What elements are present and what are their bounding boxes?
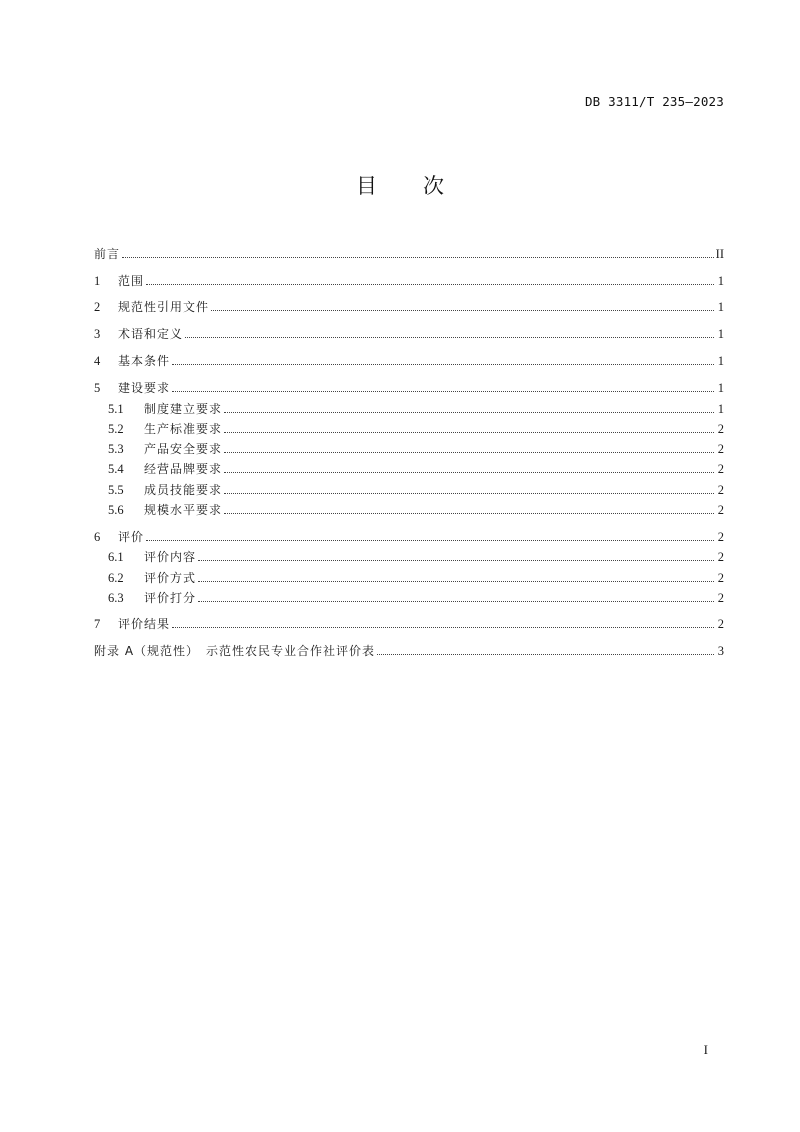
- dot-leader: [172, 626, 714, 628]
- toc-entry-label[interactable]: 评价打分: [144, 591, 197, 605]
- toc-entry[interactable]: [108, 547, 724, 565]
- dot-leader: [172, 363, 714, 365]
- toc-entry-page[interactable]: 2: [717, 617, 724, 631]
- toc-entry[interactable]: [108, 568, 724, 586]
- toc-entry-label[interactable]: 规模水平要求: [144, 503, 223, 517]
- toc-entry-label[interactable]: 规范性引用文件: [118, 300, 210, 314]
- dot-leader: [224, 411, 714, 413]
- toc-entry-number: 6.2: [108, 571, 124, 585]
- toc-title-char-1: 目: [356, 174, 377, 198]
- toc-entry-label[interactable]: 范围: [118, 274, 145, 288]
- toc-entry-number: 5: [94, 381, 101, 395]
- toc-entry-number: 5.3: [108, 442, 124, 456]
- toc-entry-page[interactable]: 1: [717, 381, 724, 395]
- toc-entry-label[interactable]: 前言: [94, 247, 121, 261]
- toc-entry[interactable]: [108, 500, 724, 518]
- dot-leader: [377, 653, 714, 655]
- toc-entry-page[interactable]: 2: [717, 503, 724, 517]
- toc-entry-page[interactable]: 2: [717, 442, 724, 456]
- dot-leader: [211, 309, 714, 311]
- toc-entry[interactable]: [94, 271, 724, 289]
- toc-entry-number: 5.6: [108, 503, 124, 517]
- toc-entry-label[interactable]: 基本条件: [118, 354, 171, 368]
- toc-entry-page[interactable]: 2: [717, 462, 724, 476]
- toc-entry-number: 5.1: [108, 402, 124, 416]
- toc-entry-page[interactable]: 1: [717, 274, 724, 288]
- toc-entry[interactable]: [94, 641, 724, 659]
- toc-entry[interactable]: [108, 588, 724, 606]
- toc-entry-page[interactable]: 3: [717, 644, 724, 658]
- toc-entry-page[interactable]: 2: [717, 571, 724, 585]
- toc-entry-number: 1: [94, 274, 101, 288]
- toc-entry[interactable]: [94, 351, 724, 369]
- toc-entry-page[interactable]: 2: [717, 530, 724, 544]
- toc-entry-page[interactable]: 2: [717, 422, 724, 436]
- page-number: I: [703, 1042, 708, 1057]
- toc-entry-label[interactable]: 评价内容: [144, 550, 197, 564]
- toc-entry-page[interactable]: 2: [717, 550, 724, 564]
- document-code: DB 3311/T 235—2023: [584, 94, 724, 109]
- toc-entry[interactable]: [94, 614, 724, 632]
- toc-entry[interactable]: [94, 527, 724, 545]
- toc-title: [0, 170, 800, 200]
- toc-entry[interactable]: [94, 324, 724, 342]
- dot-leader: [224, 512, 714, 514]
- toc-entry-label[interactable]: 经营品牌要求: [144, 462, 223, 476]
- toc-entry-label[interactable]: 评价: [118, 530, 145, 544]
- toc-entry-page[interactable]: 1: [717, 354, 724, 368]
- toc-entry[interactable]: [108, 399, 724, 417]
- dot-leader: [198, 600, 714, 602]
- toc-entry-label[interactable]: 成员技能要求: [144, 483, 223, 497]
- toc-entry-page[interactable]: 1: [717, 402, 724, 416]
- toc-entry-number: 6.1: [108, 550, 124, 564]
- toc-entry-label[interactable]: 制度建立要求: [144, 402, 223, 416]
- toc-entry-label[interactable]: 评价方式: [144, 571, 197, 585]
- toc-entry[interactable]: [94, 244, 724, 262]
- toc-entry-number: 3: [94, 327, 101, 341]
- toc-entry-number: 2: [94, 300, 101, 314]
- dot-leader: [224, 471, 714, 473]
- dot-leader: [224, 451, 714, 453]
- dot-leader: [146, 283, 714, 285]
- toc-entry-number: 5.4: [108, 462, 124, 476]
- toc-title-char-2: 次: [423, 174, 444, 198]
- toc-entry[interactable]: [108, 459, 724, 477]
- toc-entry[interactable]: [108, 419, 724, 437]
- toc-entry-number: 5.5: [108, 483, 124, 497]
- toc-entry-label[interactable]: 建设要求: [118, 381, 171, 395]
- toc-entry-label[interactable]: 附录 A（规范性） 示范性农民专业合作社评价表: [94, 644, 376, 658]
- dot-leader: [224, 492, 714, 494]
- dot-leader: [146, 539, 714, 541]
- toc-entry-page[interactable]: 1: [717, 327, 724, 341]
- toc-entry-number: 6: [94, 530, 101, 544]
- toc-entry-page[interactable]: 1: [717, 300, 724, 314]
- toc-entry-label[interactable]: 术语和定义: [118, 327, 184, 341]
- toc-entry[interactable]: [94, 297, 724, 315]
- toc-entry-page[interactable]: II: [715, 247, 724, 261]
- dot-leader: [198, 580, 714, 582]
- dot-leader: [198, 559, 714, 561]
- toc-entry[interactable]: [108, 439, 724, 457]
- toc-entry-label[interactable]: 评价结果: [118, 617, 171, 631]
- dot-leader: [185, 336, 714, 338]
- toc-entry-label[interactable]: 生产标准要求: [144, 422, 223, 436]
- dot-leader: [172, 390, 714, 392]
- toc-entry-page[interactable]: 2: [717, 483, 724, 497]
- toc-entry-number: 5.2: [108, 422, 124, 436]
- dot-leader: [122, 256, 714, 258]
- toc-entry-number: 4: [94, 354, 101, 368]
- toc-entry[interactable]: [94, 378, 724, 396]
- toc-entry-label[interactable]: 产品安全要求: [144, 442, 223, 456]
- toc-entry[interactable]: [108, 480, 724, 498]
- dot-leader: [224, 431, 714, 433]
- toc-entry-page[interactable]: 2: [717, 591, 724, 605]
- toc-entry-number: 6.3: [108, 591, 124, 605]
- toc-entry-number: 7: [94, 617, 101, 631]
